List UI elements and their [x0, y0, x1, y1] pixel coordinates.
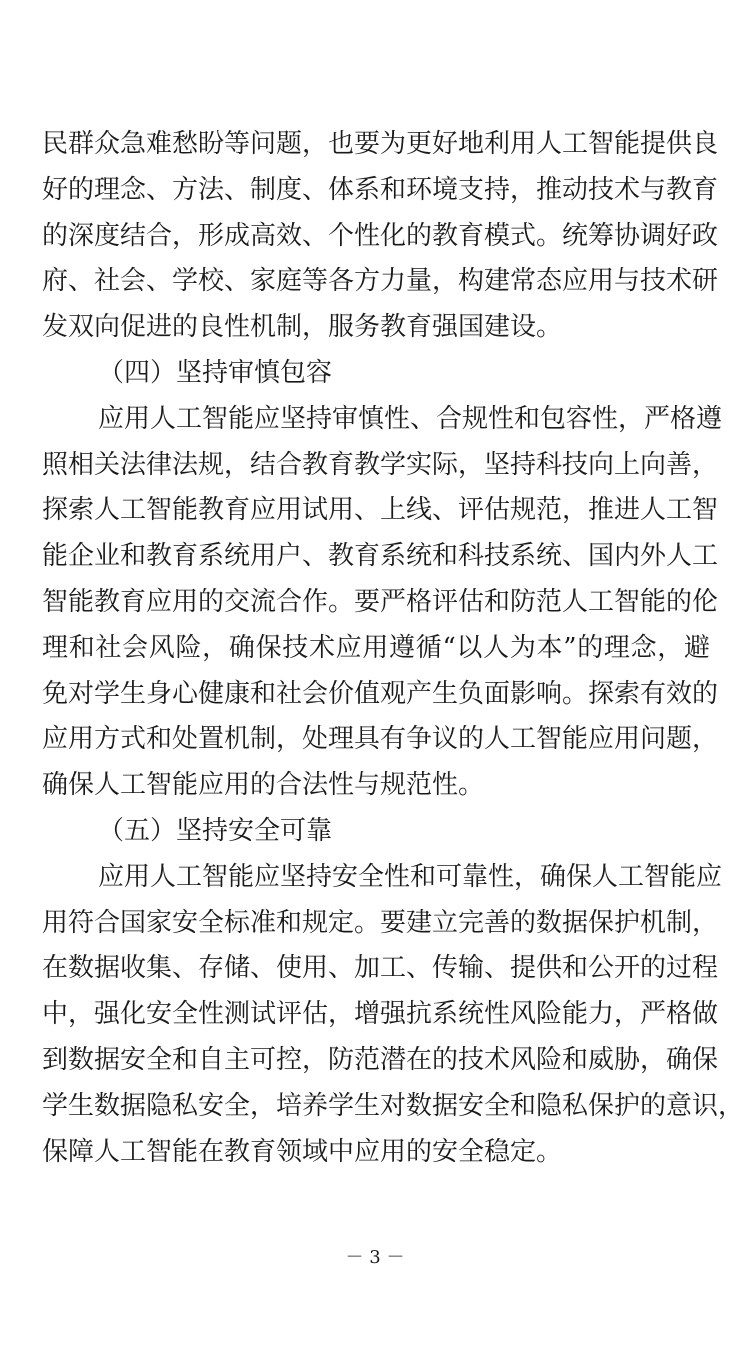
document-body	[42, 122, 745, 1175]
section-heading-five: （五）坚持安全可靠	[98, 815, 333, 846]
text-line: 应用方式和处置机制，处理具有争议的人工智能应用问题，	[42, 724, 719, 755]
section-heading-four: （四）坚持审慎包容	[98, 357, 333, 388]
text-line: 中，强化安全性测试评估，增强抗系统性风险能力，严格做	[42, 999, 719, 1030]
text-line: 的深度结合，形成高效、个性化的教育模式。统筹协调好政	[42, 220, 719, 251]
text-line: 保障人工智能在教育领域中应用的安全稳定。	[42, 1136, 563, 1167]
text-line: 免对学生身心健康和社会价值观产生负面影响。探索有效的	[42, 678, 719, 709]
text-line: 到数据安全和自主可控，防范潜在的技术风险和威胁，确保	[42, 1044, 719, 1075]
text-line: 府、社会、学校、家庭等各方力量，构建常态应用与技术研	[42, 266, 719, 297]
text-line: 应用人工智能应坚持安全性和可靠性，确保人工智能应	[98, 861, 723, 892]
text-line: 民群众急难愁盼等问题，也要为更好地利用人工智能提供良	[42, 129, 719, 159]
section-four-paragraph	[42, 397, 723, 809]
text-line: 确保人工智能应用的合法性与规范性。	[42, 770, 485, 801]
text-line: 照相关法律法规，结合教育教学实际，坚持科技向上向善，	[42, 449, 719, 480]
text-line: 在数据收集、存储、使用、加工、传输、提供和公开的过程	[42, 953, 719, 984]
section-five-paragraph	[42, 855, 745, 1176]
text-line: 探索人工智能教育应用试用、上线、评估规范，推进人工智	[42, 495, 719, 526]
page-number: － 3 －	[345, 1247, 405, 1268]
text-line: 应用人工智能应坚持审慎性、合规性和包容性，严格遵	[98, 403, 723, 434]
text-line: 用符合国家安全标准和规定。要建立完善的数据保护机制，	[42, 907, 719, 938]
text-line: 能企业和教育系统用户、教育系统和科技系统、国内外人工	[42, 541, 719, 572]
text-line: 学生数据隐私安全，培养学生对数据安全和隐私保护的意识，	[42, 1090, 745, 1121]
text-line: 理和社会风险，确保技术应用遵循“以人为本”的理念，避	[42, 632, 710, 663]
text-line: 好的理念、方法、制度、体系和环境支持，推动技术与教育	[42, 174, 719, 205]
text-line: 发双向促进的良性机制，服务教育强国建设。	[42, 312, 563, 343]
text-line: 智能教育应用的交流合作。要严格评估和防范人工智能的伦	[42, 586, 719, 617]
paragraph-continuation	[42, 122, 719, 351]
